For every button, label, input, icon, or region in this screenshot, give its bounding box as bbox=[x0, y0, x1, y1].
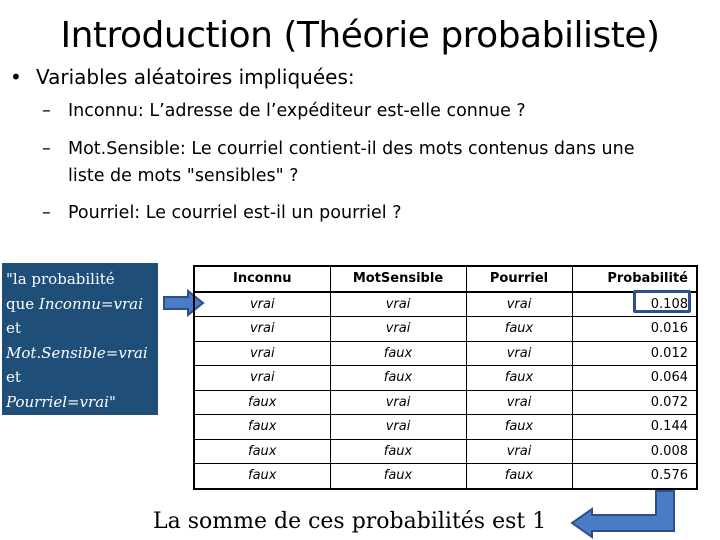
table-cell: 0.144 bbox=[572, 415, 697, 440]
table-row bbox=[194, 390, 697, 415]
column-header: Inconnu bbox=[194, 266, 330, 292]
callout-text: Inconnu=vrai bbox=[38, 294, 143, 313]
table-cell: faux bbox=[466, 317, 572, 342]
table-row bbox=[194, 292, 697, 317]
main-bullet-text: Variables aléatoires impliquées: bbox=[36, 65, 355, 89]
table-cell: 0.108 bbox=[572, 292, 697, 317]
table-cell: 0.012 bbox=[572, 341, 697, 366]
callout-box bbox=[2, 263, 158, 415]
column-header: Probabilité bbox=[572, 266, 697, 292]
dash-marker: – bbox=[42, 203, 51, 223]
table-row bbox=[194, 439, 697, 464]
main-bullet bbox=[10, 63, 355, 91]
sub-bullet-inconnu bbox=[42, 98, 526, 125]
table-cell: vrai bbox=[194, 341, 330, 366]
table-cell: 0.072 bbox=[572, 390, 697, 415]
sub-bullet-text: Pourriel: Le courriel est-il un pourriel ? bbox=[68, 203, 402, 223]
sub-bullet-text: Inconnu: L’adresse de l’expéditeur est-elle connue ? bbox=[68, 101, 526, 121]
callout-line: et bbox=[6, 368, 21, 386]
table-cell: 0.064 bbox=[572, 366, 697, 391]
table-cell: vrai bbox=[466, 390, 572, 415]
table-cell: 0.576 bbox=[572, 464, 697, 489]
table-cell: vrai bbox=[330, 317, 466, 342]
dash-marker: – bbox=[42, 139, 51, 159]
table-cell: faux bbox=[330, 464, 466, 489]
bullet-marker: • bbox=[10, 65, 22, 89]
callout-line: Mot.Sensible=vrai bbox=[6, 343, 148, 362]
sum-statement: La somme de ces probabilités est 1 bbox=[153, 509, 547, 534]
callout-text: " bbox=[108, 392, 116, 411]
table-cell: vrai bbox=[194, 366, 330, 391]
table-cell: faux bbox=[466, 415, 572, 440]
table-cell: vrai bbox=[466, 292, 572, 317]
callout-line: et bbox=[6, 319, 21, 337]
callout-line: "la probabilité bbox=[6, 270, 115, 288]
table-cell: faux bbox=[194, 439, 330, 464]
table-cell: faux bbox=[330, 439, 466, 464]
callout-text: Pourriel=vrai bbox=[6, 392, 109, 411]
table-cell: faux bbox=[194, 390, 330, 415]
dash-marker: – bbox=[42, 101, 51, 121]
table-cell: faux bbox=[330, 366, 466, 391]
highlight-box bbox=[633, 290, 691, 313]
table-header-row bbox=[194, 266, 697, 292]
probability-table bbox=[193, 265, 698, 490]
slide-title: Introduction (Théorie probabiliste) bbox=[60, 15, 660, 56]
table-cell: 0.008 bbox=[572, 439, 697, 464]
table-row bbox=[194, 317, 697, 342]
table-cell: vrai bbox=[194, 292, 330, 317]
return-arrow-icon bbox=[568, 483, 688, 539]
table-cell: vrai bbox=[330, 415, 466, 440]
table-cell: faux bbox=[466, 464, 572, 489]
table-row bbox=[194, 366, 697, 391]
sub-bullet-text-continued: liste de mots "sensibles" ? bbox=[68, 166, 299, 186]
table-cell: vrai bbox=[466, 439, 572, 464]
table-cell: faux bbox=[194, 464, 330, 489]
table-cell: vrai bbox=[194, 317, 330, 342]
table-row bbox=[194, 341, 697, 366]
table-cell: faux bbox=[466, 366, 572, 391]
callout-line bbox=[6, 292, 158, 317]
table-cell: vrai bbox=[330, 292, 466, 317]
table-cell: vrai bbox=[466, 341, 572, 366]
sub-bullet-text: Mot.Sensible: Le courriel contient-il des mots contenus dans une bbox=[68, 139, 635, 159]
table-cell: faux bbox=[330, 341, 466, 366]
sub-bullet-pourriel bbox=[42, 200, 402, 227]
table-row bbox=[194, 415, 697, 440]
table-cell: faux bbox=[194, 415, 330, 440]
table-cell: vrai bbox=[330, 390, 466, 415]
callout-line bbox=[6, 390, 158, 415]
sub-bullet-motsensible bbox=[42, 136, 634, 190]
column-header: MotSensible bbox=[330, 266, 466, 292]
column-header: Pourriel bbox=[466, 266, 572, 292]
callout-text: que bbox=[6, 294, 39, 313]
table-cell: 0.016 bbox=[572, 317, 697, 342]
